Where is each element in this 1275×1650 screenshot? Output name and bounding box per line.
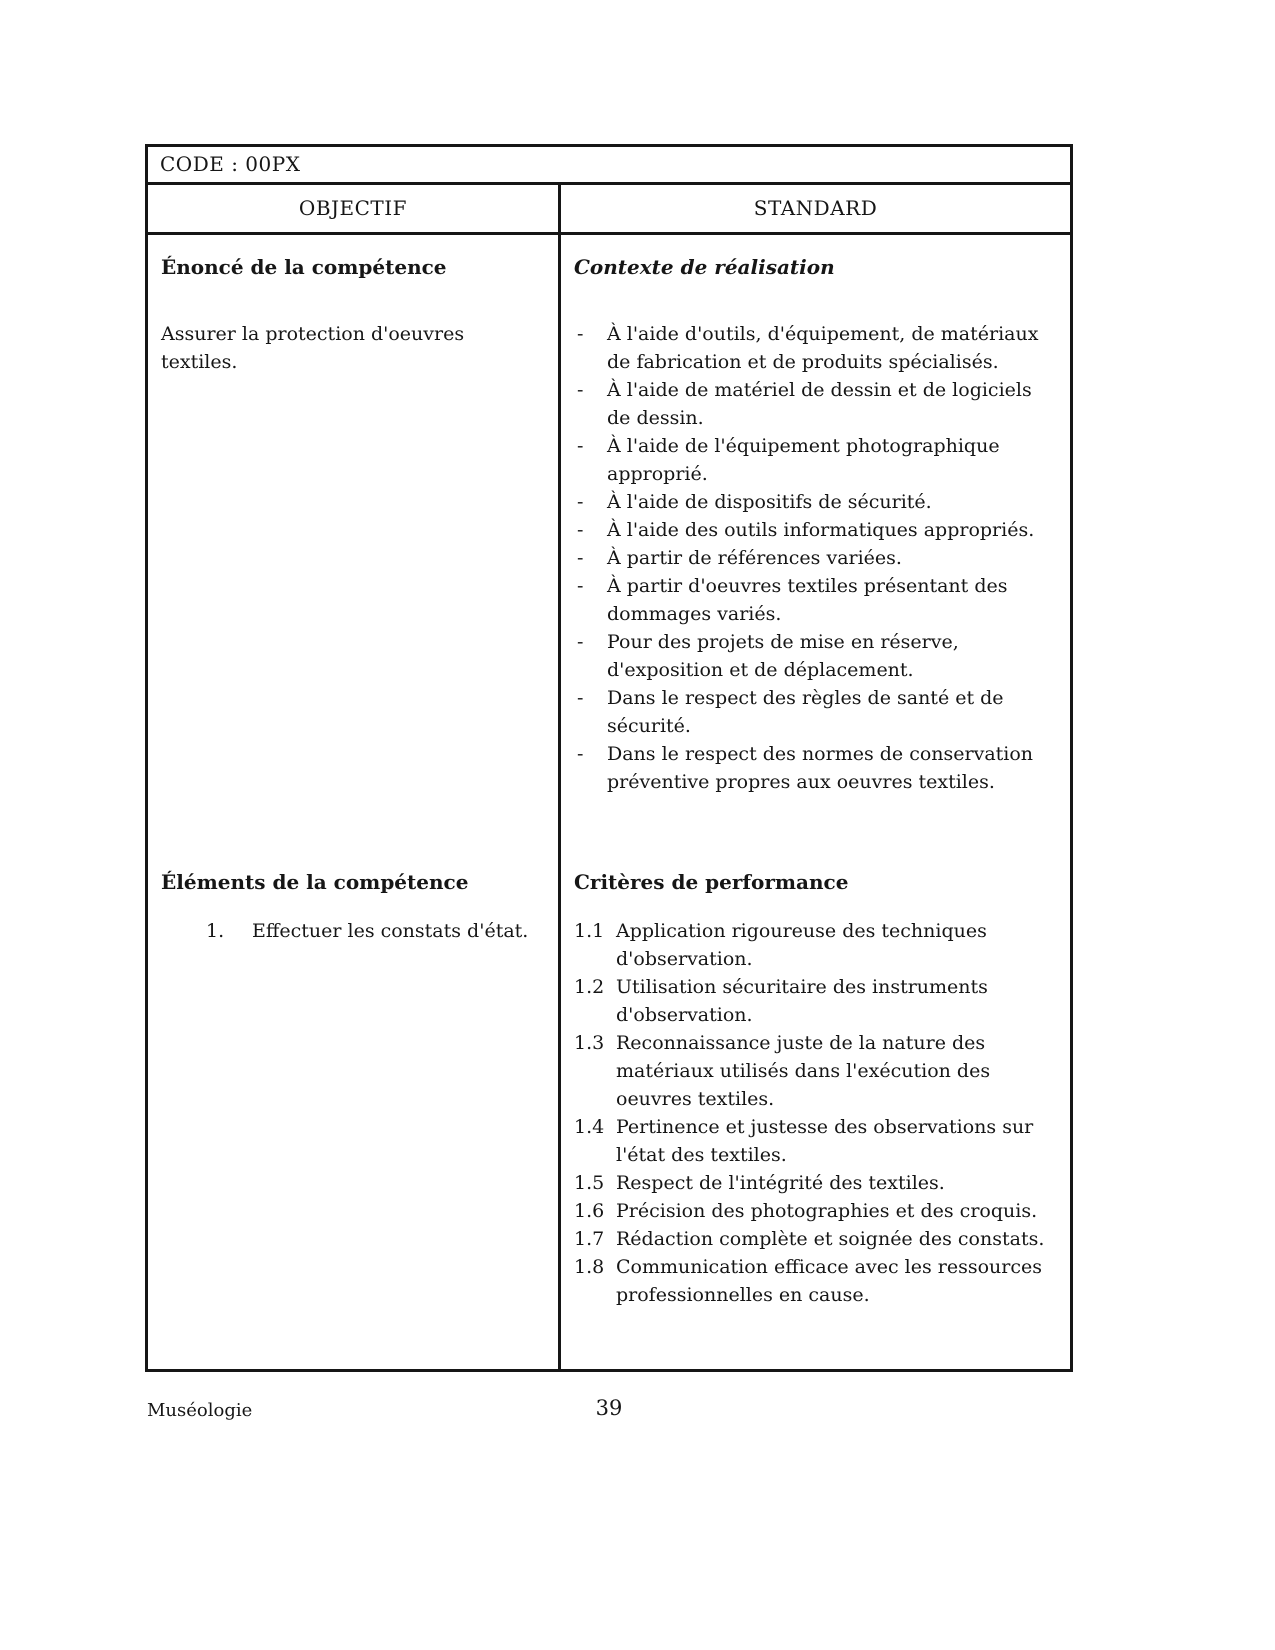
main-grid: [148, 235, 1070, 1369]
dash-bullet: -: [577, 323, 584, 345]
contexte-item: - À partir de références variées.: [574, 544, 1052, 572]
criteres-title: Critères de performance: [574, 870, 849, 894]
critere-item: 1.4 Pertinence et justesse des observations sur l'état des textiles.: [574, 1116, 1034, 1166]
footer-page-number: 39: [595, 1396, 623, 1420]
dash-bullet: -: [577, 491, 584, 513]
contexte-item: - À l'aide d'outils, d'équipement, de matériaux de fabrication et de produits spécialisés.: [574, 320, 1052, 376]
critere-item: 1.8 Communication efficace avec les ressources professionnelles en cause.: [574, 1256, 1042, 1306]
element-item: 1. Effectuer les constats d'état.: [206, 920, 529, 942]
contexte-title: Contexte de réalisation: [574, 255, 835, 279]
footer-program-label: Muséologie: [147, 1400, 253, 1421]
critere-item: 1.7 Rédaction complète et soignée des constats.: [574, 1228, 1045, 1250]
column-header-row: [148, 185, 1070, 235]
critere-item: 1.5 Respect de l'intégrité des textiles.: [574, 1172, 945, 1194]
standard-header: STANDARD: [753, 196, 878, 220]
contexte-item: - À l'aide de dispositifs de sécurité.: [574, 488, 1052, 516]
critere-item: 1.6 Précision des photographies et des croquis.: [574, 1200, 1038, 1222]
elements-title: Éléments de la compétence: [161, 870, 469, 894]
criteres-section: [561, 796, 1070, 1369]
elements-section: [148, 796, 561, 1369]
dash-bullet: -: [577, 547, 584, 569]
code-label: CODE : 00PX: [160, 152, 301, 176]
critere-item: 1.1 Application rigoureuse des techniques d'observation.: [574, 920, 987, 970]
dash-bullet: -: [577, 435, 584, 457]
dash-bullet: -: [577, 519, 584, 541]
contexte-item: - Pour des projets de mise en réserve, d'exposition et de déplacement.: [574, 628, 1052, 684]
dash-bullet: -: [577, 631, 584, 653]
contexte-list: [574, 320, 1052, 796]
contexte-item: - À l'aide des outils informatiques appropriés.: [574, 516, 1052, 544]
enonce-text: Assurer la protection d'oeuvres textiles.: [161, 323, 465, 373]
contexte-item: - À l'aide de matériel de dessin et de logiciels de dessin.: [574, 376, 1052, 432]
objectif-header: OBJECTIF: [148, 185, 561, 232]
dash-bullet: -: [577, 743, 584, 765]
dash-bullet: -: [577, 379, 584, 401]
dash-bullet: -: [577, 687, 584, 709]
elements-list: [206, 917, 540, 945]
contexte-item: - Dans le respect des règles de santé et de sécurité.: [574, 684, 1052, 740]
code-row: [148, 147, 1070, 185]
contexte-item: - À l'aide de l'équipement photographique approprié.: [574, 432, 1052, 488]
dash-bullet: -: [577, 575, 584, 597]
contexte-item: - À partir d'oeuvres textiles présentant des dommages variés.: [574, 572, 1052, 628]
critere-item: 1.2 Utilisation sécuritaire des instruments d'observation.: [574, 976, 988, 1026]
enonce-title: Énoncé de la compétence: [161, 255, 447, 279]
contexte-item: - Dans le respect des normes de conservation préventive propres aux oeuvres textiles.: [574, 740, 1052, 796]
critere-item: 1.3 Reconnaissance juste de la nature des matériaux utilisés dans l'exécution des oeuvres textiles.: [574, 1032, 991, 1110]
enonce-section: [148, 235, 561, 796]
contexte-section: [561, 235, 1070, 796]
criteres-list: [574, 917, 1052, 1309]
competency-table: [145, 144, 1073, 1372]
